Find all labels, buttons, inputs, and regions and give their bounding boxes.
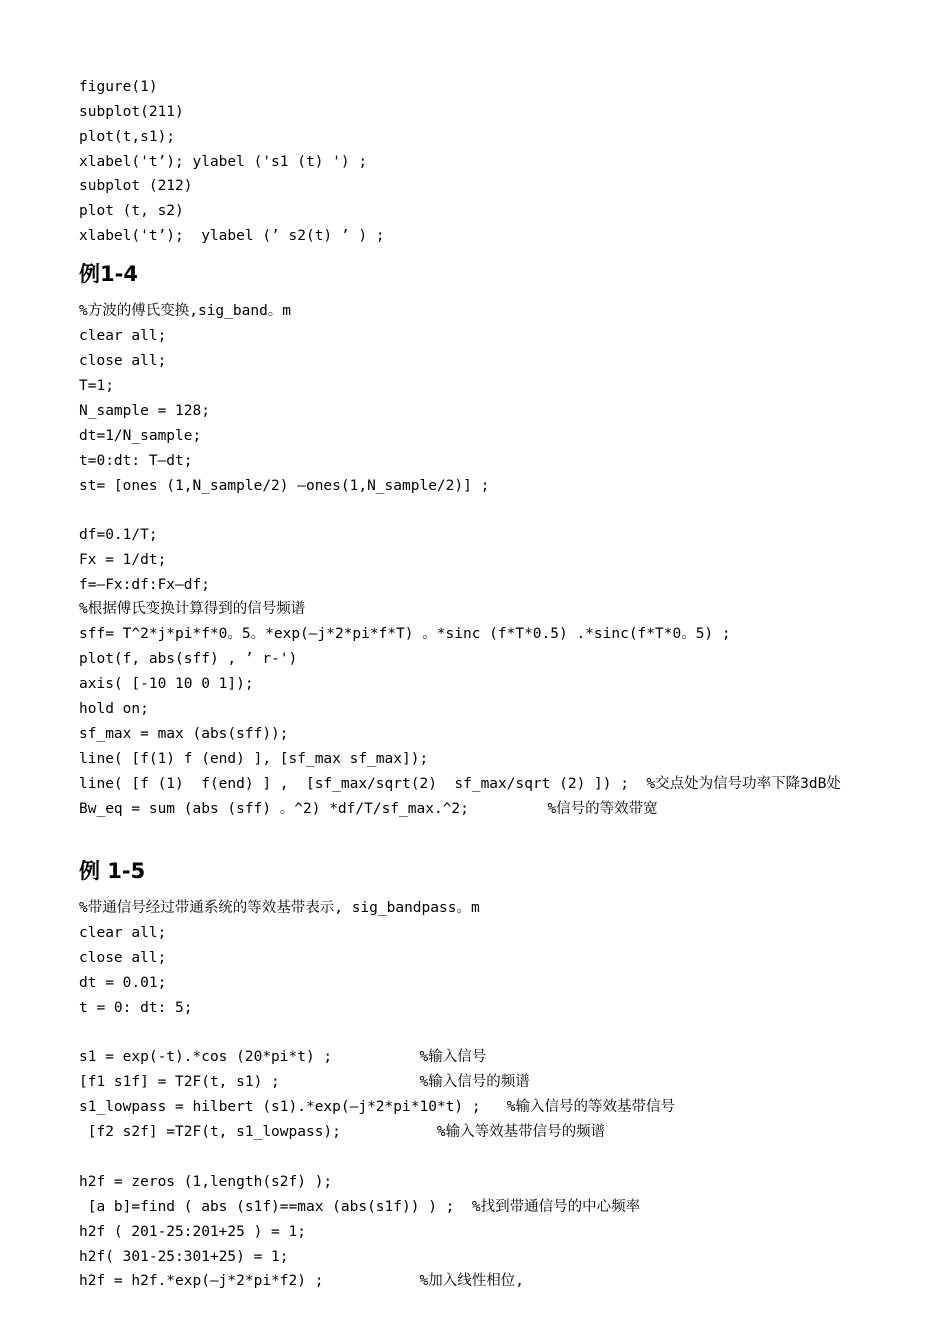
code-line: [a b]=find ( abs (s1f)==max (abs(s1f)) ) ; %找到带通信号的中心频率 bbox=[79, 1199, 641, 1215]
code-line: h2f( 301-25:301+25) = 1; bbox=[79, 1249, 289, 1265]
code-line: dt=1/N_sample; bbox=[79, 428, 202, 444]
code-line: [f2 s2f] =T2F(t, s1_lowpass); %输入等效基带信号的频谱 bbox=[79, 1124, 606, 1140]
code-line: s1 = exp(-t).*cos (20*pi*t) ; %输入信号 bbox=[79, 1049, 487, 1065]
code-line: Bw_eq = sum (abs (sff) 。^2) *df/T/sf_max.^2; %信号的等效带宽 bbox=[79, 801, 658, 817]
code-line: plot(f, abs(sff) , ’ r-') bbox=[79, 651, 298, 667]
code-line: h2f = zeros (1,length(s2f) ); bbox=[79, 1174, 333, 1190]
code-line: subplot(211) bbox=[79, 104, 184, 120]
code-line: t=0:dt: T—dt; bbox=[79, 453, 193, 469]
code-line: dt = 0.01; bbox=[79, 975, 167, 991]
code-line: axis( [-10 10 0 1]); bbox=[79, 676, 254, 692]
code-comment: %方波的傅氏变换,sig_band。m bbox=[79, 303, 292, 319]
code-line: subplot (212) bbox=[79, 178, 193, 194]
code-line: N_sample = 128; bbox=[79, 403, 210, 419]
code-line: t = 0: dt: 5; bbox=[79, 1000, 193, 1016]
code-line: h2f ( 201-25:201+25 ) = 1; bbox=[79, 1224, 306, 1240]
code-line: h2f = h2f.*exp(—j*2*pi*f2) ; %加入线性相位, bbox=[79, 1273, 524, 1289]
code-line: figure(1) bbox=[79, 79, 158, 95]
code-line: f=—Fx:df:Fx—df; bbox=[79, 577, 210, 593]
code-line: st= [ones (1,N_sample/2) —ones(1,N_sample/2)] ; bbox=[79, 478, 490, 494]
code-comment: %根据傅氏变换计算得到的信号频谱 bbox=[79, 601, 306, 617]
section-heading: 例 1-5 bbox=[79, 859, 146, 883]
code-line: line( [f(1) f (end) ], [sf_max sf_max]); bbox=[79, 751, 429, 767]
code-line: sff= T^2*j*pi*f*0。5。*exp(—j*2*pi*f*T) 。*sinc (f*T*0.5) .*sinc(f*T*0。5) ; bbox=[79, 626, 731, 642]
code-line: clear all; bbox=[79, 328, 167, 344]
section-heading: 例1-4 bbox=[79, 262, 138, 286]
code-line: plot(t,s1); bbox=[79, 129, 176, 145]
code-comment: %带通信号经过带通系统的等效基带表示, sig_bandpass。m bbox=[79, 900, 480, 916]
code-line: close all; bbox=[79, 950, 167, 966]
code-line: df=0.1/T; bbox=[79, 527, 158, 543]
code-line: close all; bbox=[79, 353, 167, 369]
code-line: hold on; bbox=[79, 701, 149, 717]
code-line: s1_lowpass = hilbert (s1).*exp(—j*2*pi*10*t) ; %输入信号的等效基带信号 bbox=[79, 1099, 675, 1115]
code-line: T=1; bbox=[79, 378, 114, 394]
code-line: sf_max = max (abs(sff)); bbox=[79, 726, 289, 742]
code-line: xlabel('t’); ylabel (’ s2(t) ’ ) ; bbox=[79, 228, 385, 244]
code-line: plot (t, s2) bbox=[79, 203, 184, 219]
code-line: Fx = 1/dt; bbox=[79, 552, 167, 568]
code-line: [f1 s1f] = T2F(t, s1) ; %输入信号的频谱 bbox=[79, 1074, 530, 1090]
code-line: xlabel('t’); ylabel ('s1 (t) ') ; bbox=[79, 154, 368, 170]
code-line: clear all; bbox=[79, 925, 167, 941]
code-line: line( [f (1) f(end) ] , [sf_max/sqrt(2) sf_max/sqrt (2) ]) ; %交点处为信号功率下降3dB处 bbox=[79, 776, 841, 792]
